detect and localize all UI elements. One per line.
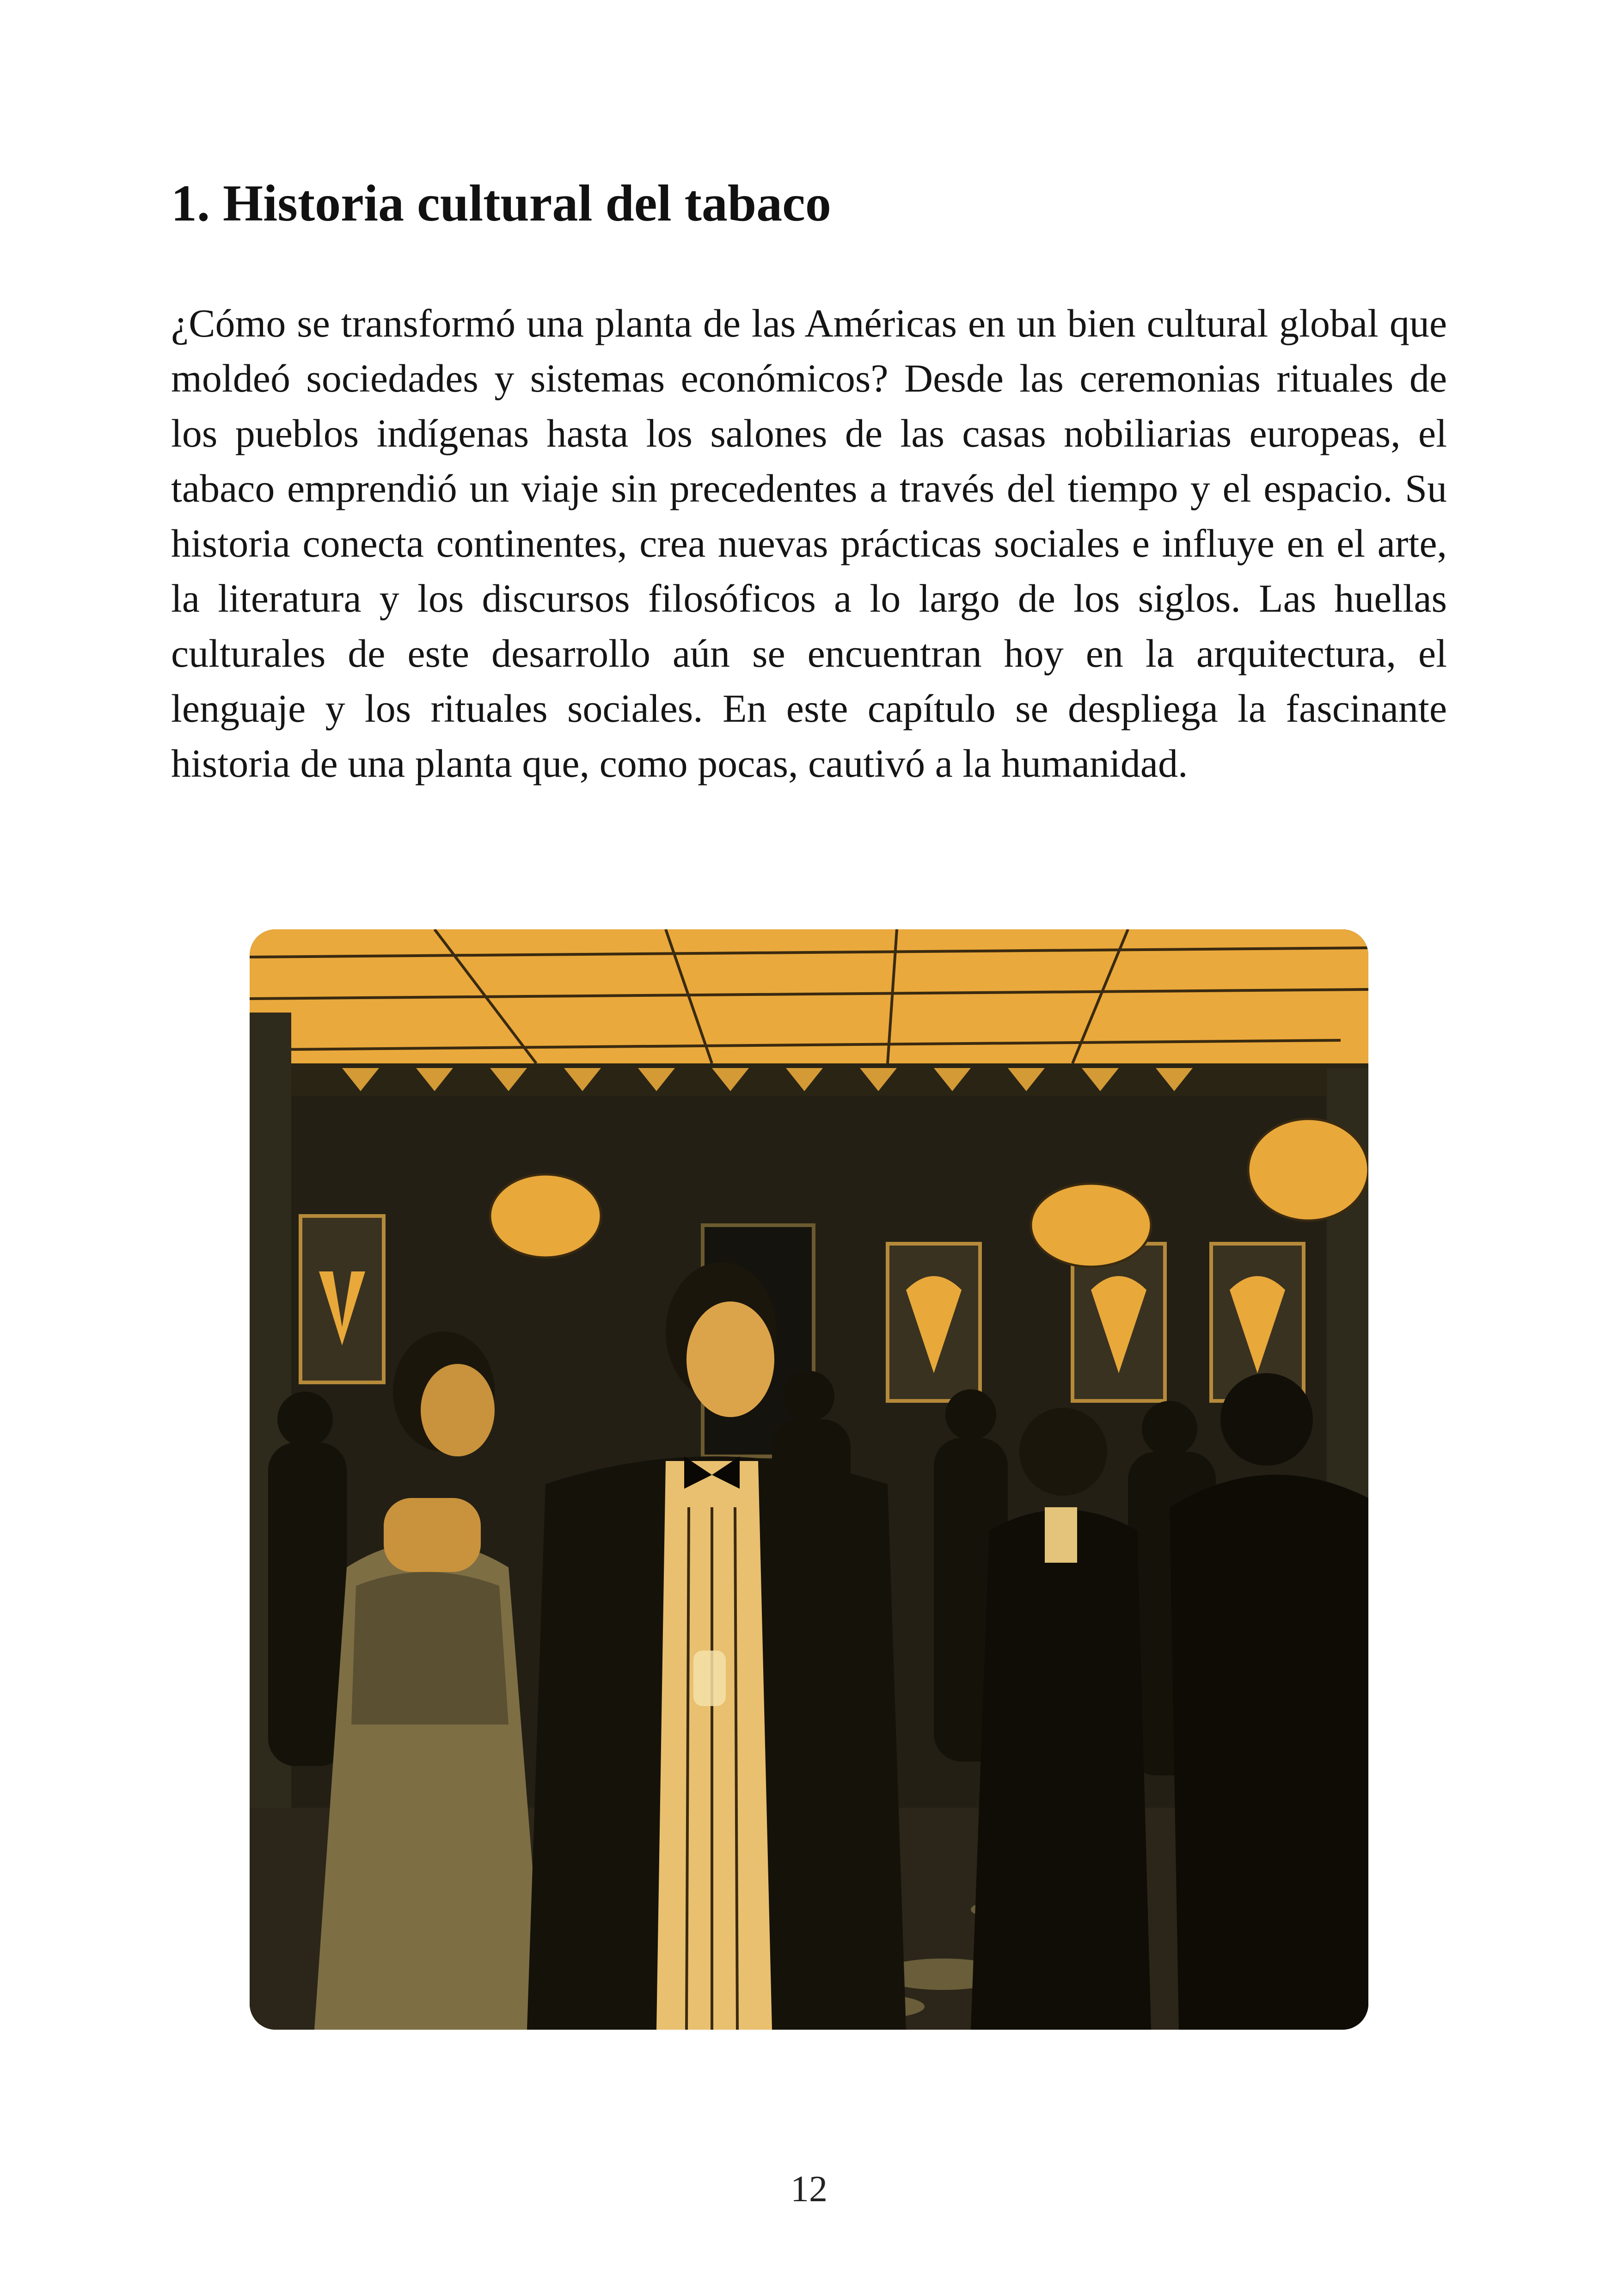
art-deco-salon-illustration [250, 929, 1368, 2030]
chapter-title: 1. Historia cultural del tabaco [171, 175, 831, 232]
chapter-intro-paragraph: ¿Cómo se transformó una planta de las Américas en un bien cultural global que moldeó sociedades y sistemas económicos? Desde las ceremonias rituales de los pueblos indígenas hasta los salones de las casas nobiliarias europeas, el tabaco emprendió un viaje sin precedentes a través del tiempo y el espacio. Su historia conecta continentes, crea nuevas prácticas sociales e influye en el arte, la literatura y los discursos filosóficos a lo largo de los siglos. Las huellas culturales de este desarrollo aún se encuentran hoy en la arquitectura, el lenguaje y los rituales sociales. En este capítulo se despliega la fascinante historia de una planta que, como pocas, cautivó a la humanidad. [171, 301, 1447, 786]
page-number: 12 [791, 2169, 827, 2210]
glass [693, 1651, 726, 1706]
salon-scene-drawing [250, 929, 1368, 2030]
